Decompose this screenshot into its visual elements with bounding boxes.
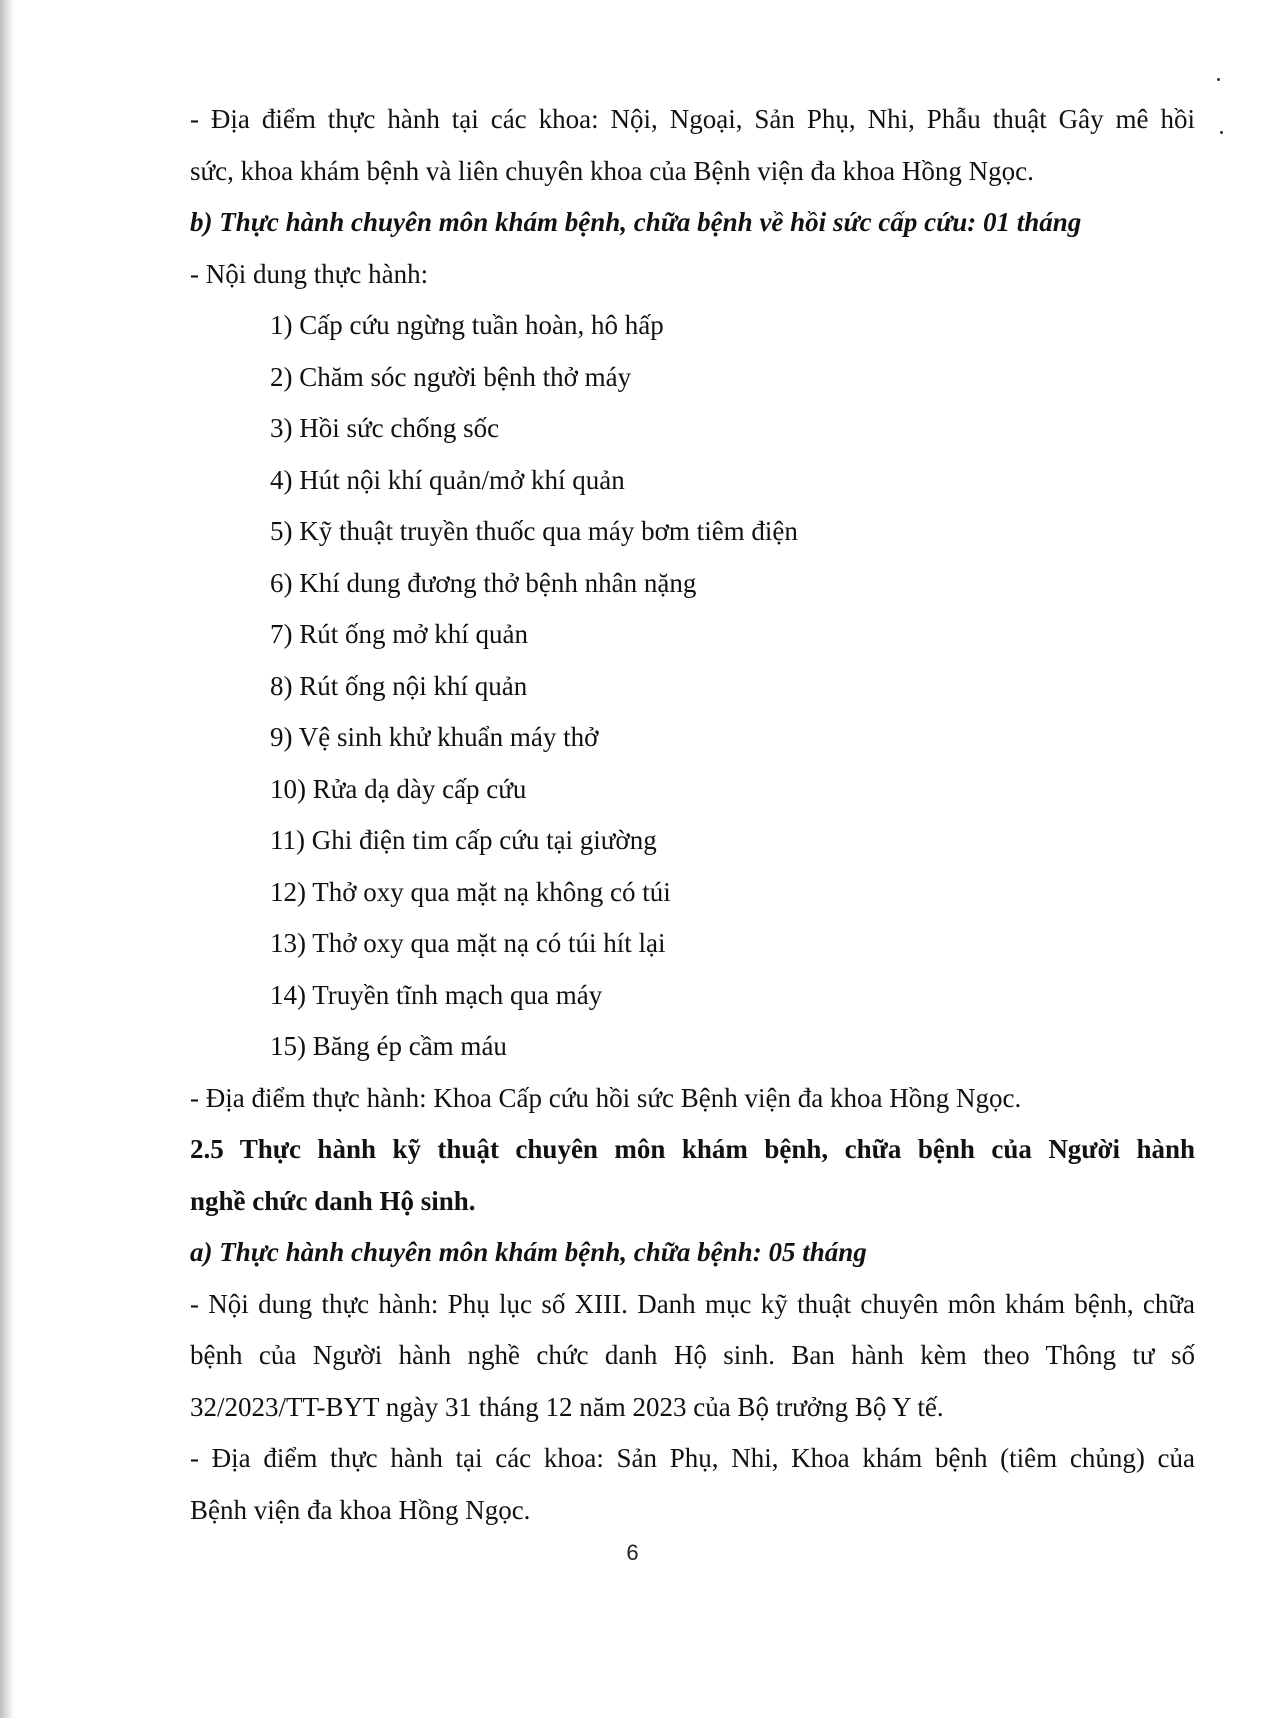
stray-dot: [1220, 131, 1223, 134]
list-item: 14) Truyền tĩnh mạch qua máy: [270, 979, 603, 1010]
list-item: 10) Rửa dạ dày cấp cứu: [270, 773, 527, 804]
list-item: 9) Vệ sinh khử khuẩn máy thở: [270, 722, 599, 752]
list-item: 11) Ghi điện tim cấp cứu tại giường: [270, 825, 657, 855]
list-item: 13) Thở oxy qua mặt nạ có túi hít lại: [270, 928, 666, 958]
content-a-line-1: - Nội dung thực hành: Phụ lục số XIII. Danh mục kỹ thuật chuyên môn khám bệnh, chữa: [190, 1288, 1195, 1319]
list-item: 3) Hồi sức chống sốc: [270, 413, 500, 443]
location-a-line-2: Bệnh viện đa khoa Hồng Ngọc.: [190, 1494, 531, 1525]
heading-section-a: a) Thực hành chuyên môn khám bệnh, chữa bệnh: 05 tháng: [190, 1237, 867, 1267]
location-a-line-1: - Địa điểm thực hành tại các khoa: Sản Phụ, Nhi, Khoa khám bệnh (tiêm chủng) của: [190, 1443, 1195, 1473]
content-a-line-2: bệnh của Người hành nghề chức danh Hộ sinh. Ban hành kèm theo Thông tư số: [190, 1340, 1195, 1370]
paragraph-location-line-1: - Địa điểm thực hành tại các khoa: Nội, Ngoại, Sản Phụ, Nhi, Phẫu thuật Gây mê hồi: [190, 104, 1195, 134]
list-item: 15) Băng ép cầm máu: [270, 1031, 507, 1061]
location-section-b: - Địa điểm thực hành: Khoa Cấp cứu hồi sức Bệnh viện đa khoa Hồng Ngọc.: [190, 1082, 1022, 1113]
document-page: [190, 94, 1195, 1536]
scan-speck: [1217, 78, 1220, 81]
list-item: 12) Thở oxy qua mặt nạ không có túi: [270, 876, 671, 907]
content-label: - Nội dung thực hành:: [190, 258, 429, 289]
heading-2-5-line-1: 2.5 Thực hành kỹ thuật chuyên môn khám bệnh, chữa bệnh của Người hành: [190, 1134, 1195, 1164]
paragraph-location-line-2: sức, khoa khám bệnh và liên chuyên khoa của Bệnh viện đa khoa Hồng Ngọc.: [190, 155, 1034, 186]
page-number: 6: [626, 1540, 639, 1565]
heading-2-5-line-2: nghề chức danh Hộ sinh.: [190, 1185, 476, 1216]
list-item: 4) Hút nội khí quản/mở khí quản: [270, 464, 625, 495]
list-item: 7) Rút ống mở khí quản: [270, 619, 529, 649]
content-a-line-3: 32/2023/TT-BYT ngày 31 tháng 12 năm 2023 của Bộ trưởng Bộ Y tế.: [190, 1391, 944, 1422]
list-item: 1) Cấp cứu ngừng tuần hoàn, hô hấp: [270, 310, 664, 340]
list-item: 6) Khí dung đương thở bệnh nhân nặng: [270, 567, 697, 598]
list-item: 2) Chăm sóc người bệnh thở máy: [270, 361, 632, 392]
list-item: 8) Rút ống nội khí quản: [270, 670, 528, 701]
heading-section-b: b) Thực hành chuyên môn khám bệnh, chữa bệnh về hồi sức cấp cứu: 01 tháng: [190, 207, 1082, 237]
practice-list: [190, 300, 1195, 1073]
scan-edge-shadow: [0, 0, 14, 1718]
list-item: 5) Kỹ thuật truyền thuốc qua máy bơm tiêm điện: [270, 516, 798, 546]
